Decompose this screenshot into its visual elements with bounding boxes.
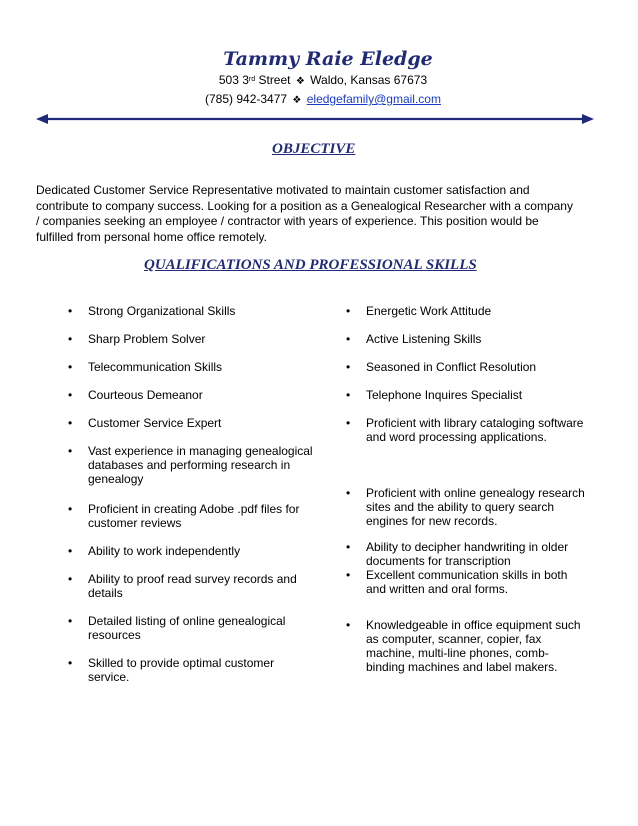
bullet-icon: • [346,360,351,374]
bullet-icon: • [346,486,351,500]
bullet-icon: • [68,502,73,516]
bullet-icon: • [346,332,351,346]
skill-item [346,568,586,596]
skill-text: Ability to decipher handwriting in older documents for transcription [366,540,569,568]
skill-text: Excellent communication skills in both and written and oral forms. [366,568,568,596]
skill-item [68,304,318,318]
bullet-icon: • [68,572,73,586]
skill-item [68,360,318,374]
bullet-icon: • [68,360,73,374]
contact-line [8,92,638,108]
bullet-icon: • [68,614,73,628]
skill-item [68,444,318,486]
skill-text: Ability to work independently [88,544,241,558]
bullet-icon: • [346,304,351,318]
objective-text: Dedicated Customer Service Representative motivated to maintain customer satisfaction and contribute to company success. Looking for a position as a Genealogical Researcher with a company / companies seeking an employee / contractor with years of experience. This position would be fulfilled from personal home office remotely. [36,183,573,244]
skill-text: Proficient with online genealogy research sites and the ability to query search engines for new records. [366,486,585,528]
email-link[interactable]: eledgefamily@gmail.com [306,92,441,106]
phone-number: (785) 942-3477 [205,92,288,106]
skill-item [346,304,586,318]
diamond-separator-icon: ❖ [292,95,302,106]
right-arrowhead-icon [582,114,594,124]
skill-text: Sharp Problem Solver [88,332,206,346]
skill-item [346,360,586,374]
skill-item [68,332,318,346]
applicant-name: Tammy Raie Eledge [223,48,433,70]
skill-text: Vast experience in managing genealogical databases and performing research in genealogy [88,444,313,486]
skill-text: Proficient with library cataloging software and word processing applications. [366,416,584,444]
bullet-icon: • [68,444,73,458]
skill-text: Skilled to provide optimal customer service. [88,656,275,684]
bullet-icon: • [346,388,351,402]
bullet-icon: • [68,416,73,430]
bullet-icon: • [68,304,73,318]
address-city: Waldo, Kansas 67673 [310,73,428,87]
skill-text: Ability to proof read survey records and details [88,572,297,600]
skill-text: Telecommunication Skills [88,360,223,374]
skill-text: Active Listening Skills [366,332,482,346]
address-ordinal: rd [248,76,256,83]
skill-item [68,614,318,642]
skill-text: Detailed listing of online genealogical resources [88,614,286,642]
header-divider-arrow [36,107,594,131]
skill-item [346,416,586,444]
skill-text: Energetic Work Attitude [366,304,492,318]
bullet-icon: • [346,540,351,554]
skill-text: Strong Organizational Skills [88,304,236,318]
skill-item [68,544,318,558]
resume-header [0,48,638,108]
bullet-icon: • [346,416,351,430]
skill-text: Customer Service Expert [88,416,222,430]
bullet-icon: • [68,388,73,402]
bullet-icon: • [68,544,73,558]
skill-item [68,572,318,600]
skill-text: Proficient in creating Adobe .pdf files for customer reviews [88,502,300,530]
left-arrowhead-icon [36,114,48,124]
skill-item [68,388,318,402]
skill-text: Seasoned in Conflict Resolution [366,360,537,374]
skill-text: Telephone Inquires Specialist [366,388,523,402]
skill-item [346,486,586,528]
skill-item [346,540,586,568]
bullet-icon: • [346,568,351,582]
objective-heading: OBJECTIVE [272,141,356,157]
skill-item [68,502,318,530]
diamond-separator-icon: ❖ [295,76,305,87]
bullet-icon: • [68,332,73,346]
bullet-icon: • [346,618,351,632]
bullet-icon: • [68,656,73,670]
skill-item [346,388,586,402]
skill-item [68,656,318,684]
skill-item [346,618,586,674]
address-number: 503 3 [218,73,249,87]
address-street: Street [255,73,291,87]
skill-text: Knowledgeable in office equipment such as computer, scanner, copier, fax machine, multi-line phones, comb-binding machines and label makers. [366,618,581,674]
qualifications-heading: QUALIFICATIONS AND PROFESSIONAL SKILLS [144,257,477,273]
address-line [8,73,638,89]
skill-item [346,332,586,346]
skill-item [68,416,318,430]
skill-text: Courteous Demeanor [88,388,203,402]
